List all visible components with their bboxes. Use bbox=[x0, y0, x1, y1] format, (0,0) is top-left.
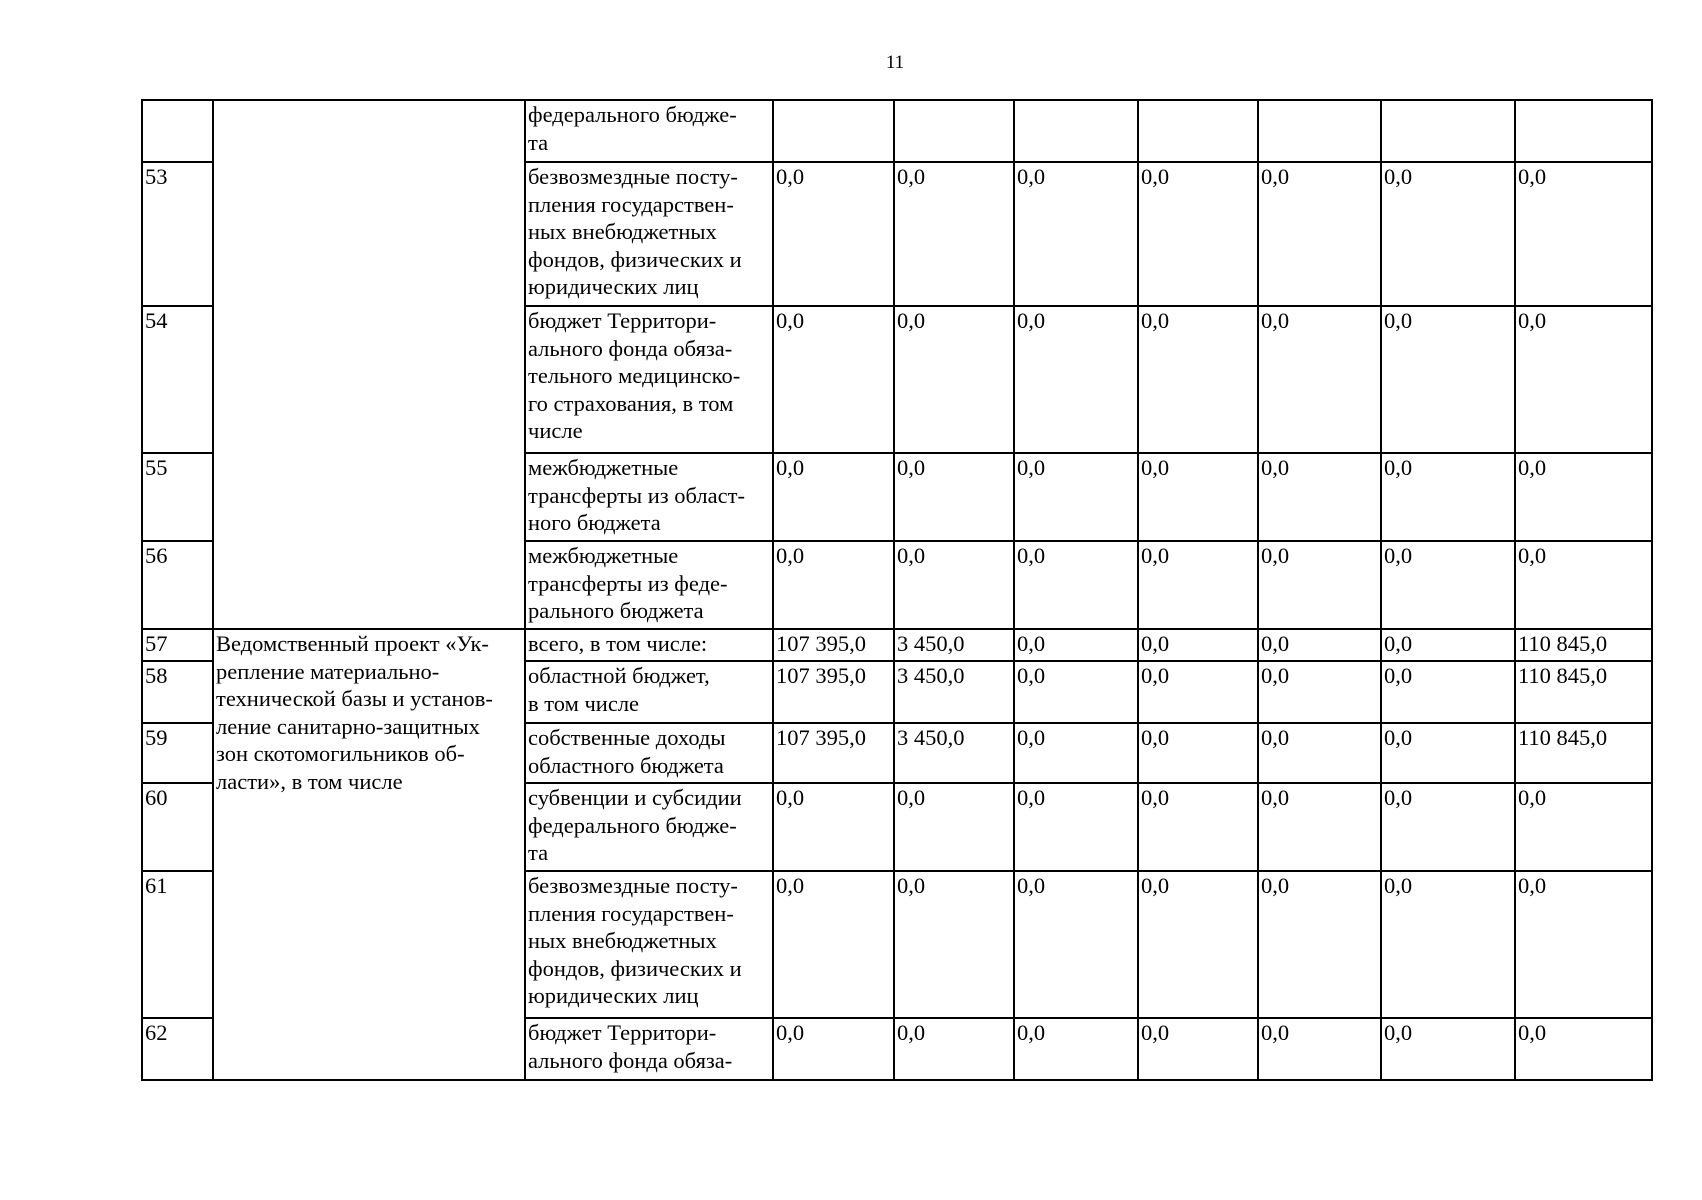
funding-source-cell: безвозмездные посту- пления государствен- ных внебюджетных фондов, физических и юридических лиц bbox=[525, 871, 773, 1018]
value-cell: 110 845,0 bbox=[1515, 723, 1652, 783]
value-cell: 0,0 bbox=[1258, 871, 1381, 1018]
value-cell: 0,0 bbox=[1138, 306, 1258, 453]
value-cell: 0,0 bbox=[1258, 541, 1381, 629]
value-cell: 0,0 bbox=[1138, 871, 1258, 1018]
value-cell bbox=[1258, 100, 1381, 162]
value-cell: 0,0 bbox=[1138, 453, 1258, 541]
funding-source-cell: федерального бюдже- та bbox=[525, 100, 773, 162]
value-cell: 0,0 bbox=[1381, 783, 1515, 871]
value-cell: 0,0 bbox=[1381, 1018, 1515, 1080]
value-cell: 0,0 bbox=[1515, 783, 1652, 871]
row-number-cell: 54 bbox=[142, 306, 213, 453]
funding-source-cell: собственные доходы областного бюджета bbox=[525, 723, 773, 783]
value-cell: 0,0 bbox=[1515, 306, 1652, 453]
value-cell: 0,0 bbox=[894, 306, 1014, 453]
value-cell: 0,0 bbox=[1381, 306, 1515, 453]
value-cell: 0,0 bbox=[1014, 723, 1138, 783]
value-cell bbox=[894, 100, 1014, 162]
project-name-cell: Ведомственный проект «Ук- репление материально- технической базы и установ- ление санитарно-защитных зон скотомогильников об- ласти», в том числе bbox=[213, 629, 525, 1080]
value-cell bbox=[1381, 100, 1515, 162]
page-number: 11 bbox=[885, 52, 905, 73]
value-cell bbox=[1515, 100, 1652, 162]
value-cell: 0,0 bbox=[1014, 871, 1138, 1018]
value-cell: 107 395,0 bbox=[773, 661, 894, 723]
value-cell: 0,0 bbox=[894, 541, 1014, 629]
value-cell: 0,0 bbox=[1515, 453, 1652, 541]
value-cell: 0,0 bbox=[1258, 1018, 1381, 1080]
value-cell: 0,0 bbox=[894, 162, 1014, 306]
value-cell: 0,0 bbox=[1258, 162, 1381, 306]
value-cell: 0,0 bbox=[773, 162, 894, 306]
value-cell: 0,0 bbox=[773, 541, 894, 629]
value-cell: 0,0 bbox=[894, 783, 1014, 871]
table-row bbox=[142, 629, 1652, 661]
value-cell: 0,0 bbox=[1014, 1018, 1138, 1080]
funding-source-cell: субвенции и субсидии федерального бюдже- та bbox=[525, 783, 773, 871]
value-cell: 0,0 bbox=[1381, 162, 1515, 306]
value-cell: 0,0 bbox=[1138, 162, 1258, 306]
value-cell: 0,0 bbox=[1381, 453, 1515, 541]
row-number-cell: 62 bbox=[142, 1018, 213, 1080]
value-cell: 3 450,0 bbox=[894, 723, 1014, 783]
value-cell: 0,0 bbox=[894, 453, 1014, 541]
value-cell: 0,0 bbox=[1381, 723, 1515, 783]
value-cell: 0,0 bbox=[1515, 871, 1652, 1018]
value-cell: 0,0 bbox=[894, 871, 1014, 1018]
row-number-cell: 56 bbox=[142, 541, 213, 629]
value-cell: 0,0 bbox=[1381, 871, 1515, 1018]
value-cell: 0,0 bbox=[1138, 1018, 1258, 1080]
value-cell: 3 450,0 bbox=[894, 629, 1014, 661]
value-cell: 0,0 bbox=[1258, 723, 1381, 783]
value-cell: 0,0 bbox=[1258, 629, 1381, 661]
row-number-cell: 58 bbox=[142, 661, 213, 723]
value-cell: 0,0 bbox=[894, 1018, 1014, 1080]
funding-source-cell: бюджет Территори- ального фонда обяза- bbox=[525, 1018, 773, 1080]
value-cell: 0,0 bbox=[773, 783, 894, 871]
funding-source-cell: всего, в том числе: bbox=[525, 629, 773, 661]
value-cell: 0,0 bbox=[1014, 306, 1138, 453]
value-cell: 110 845,0 bbox=[1515, 661, 1652, 723]
value-cell: 0,0 bbox=[1258, 661, 1381, 723]
value-cell: 0,0 bbox=[1014, 453, 1138, 541]
funding-source-cell: областной бюджет, в том числе bbox=[525, 661, 773, 723]
value-cell: 0,0 bbox=[1381, 661, 1515, 723]
value-cell: 0,0 bbox=[1138, 723, 1258, 783]
value-cell: 0,0 bbox=[1381, 541, 1515, 629]
budget-table bbox=[141, 99, 1653, 1081]
row-number-cell: 53 bbox=[142, 162, 213, 306]
value-cell: 0,0 bbox=[773, 306, 894, 453]
value-cell: 107 395,0 bbox=[773, 723, 894, 783]
table-row bbox=[142, 100, 1652, 162]
value-cell: 107 395,0 bbox=[773, 629, 894, 661]
value-cell: 0,0 bbox=[1014, 162, 1138, 306]
value-cell: 0,0 bbox=[1014, 629, 1138, 661]
value-cell: 110 845,0 bbox=[1515, 629, 1652, 661]
value-cell: 3 450,0 bbox=[894, 661, 1014, 723]
value-cell: 0,0 bbox=[1014, 541, 1138, 629]
value-cell: 0,0 bbox=[773, 453, 894, 541]
value-cell bbox=[1138, 100, 1258, 162]
empty-project-cell bbox=[213, 100, 525, 629]
value-cell: 0,0 bbox=[1014, 783, 1138, 871]
value-cell: 0,0 bbox=[1258, 783, 1381, 871]
value-cell: 0,0 bbox=[1515, 1018, 1652, 1080]
row-number-cell: 61 bbox=[142, 871, 213, 1018]
value-cell: 0,0 bbox=[773, 1018, 894, 1080]
value-cell: 0,0 bbox=[1138, 783, 1258, 871]
funding-source-cell: безвозмездные посту- пления государствен- ных внебюджетных фондов, физических и юридических лиц bbox=[525, 162, 773, 306]
value-cell: 0,0 bbox=[1515, 541, 1652, 629]
row-number-cell: 60 bbox=[142, 783, 213, 871]
row-number-cell: 57 bbox=[142, 629, 213, 661]
value-cell: 0,0 bbox=[1258, 306, 1381, 453]
funding-source-cell: межбюджетные трансферты из феде- рального бюджета bbox=[525, 541, 773, 629]
row-number-cell: 59 bbox=[142, 723, 213, 783]
row-number-cell: 55 bbox=[142, 453, 213, 541]
value-cell: 0,0 bbox=[1138, 661, 1258, 723]
funding-source-cell: бюджет Территори- ального фонда обяза- тельного медицинско- го страхования, в том числе bbox=[525, 306, 773, 453]
funding-source-cell: межбюджетные трансферты из област- ного бюджета bbox=[525, 453, 773, 541]
value-cell: 0,0 bbox=[1014, 661, 1138, 723]
value-cell bbox=[773, 100, 894, 162]
value-cell: 0,0 bbox=[1138, 629, 1258, 661]
value-cell: 0,0 bbox=[1515, 162, 1652, 306]
value-cell: 0,0 bbox=[1138, 541, 1258, 629]
value-cell: 0,0 bbox=[1258, 453, 1381, 541]
value-cell bbox=[1014, 100, 1138, 162]
value-cell: 0,0 bbox=[1381, 629, 1515, 661]
row-number-cell bbox=[142, 100, 213, 162]
value-cell: 0,0 bbox=[773, 871, 894, 1018]
